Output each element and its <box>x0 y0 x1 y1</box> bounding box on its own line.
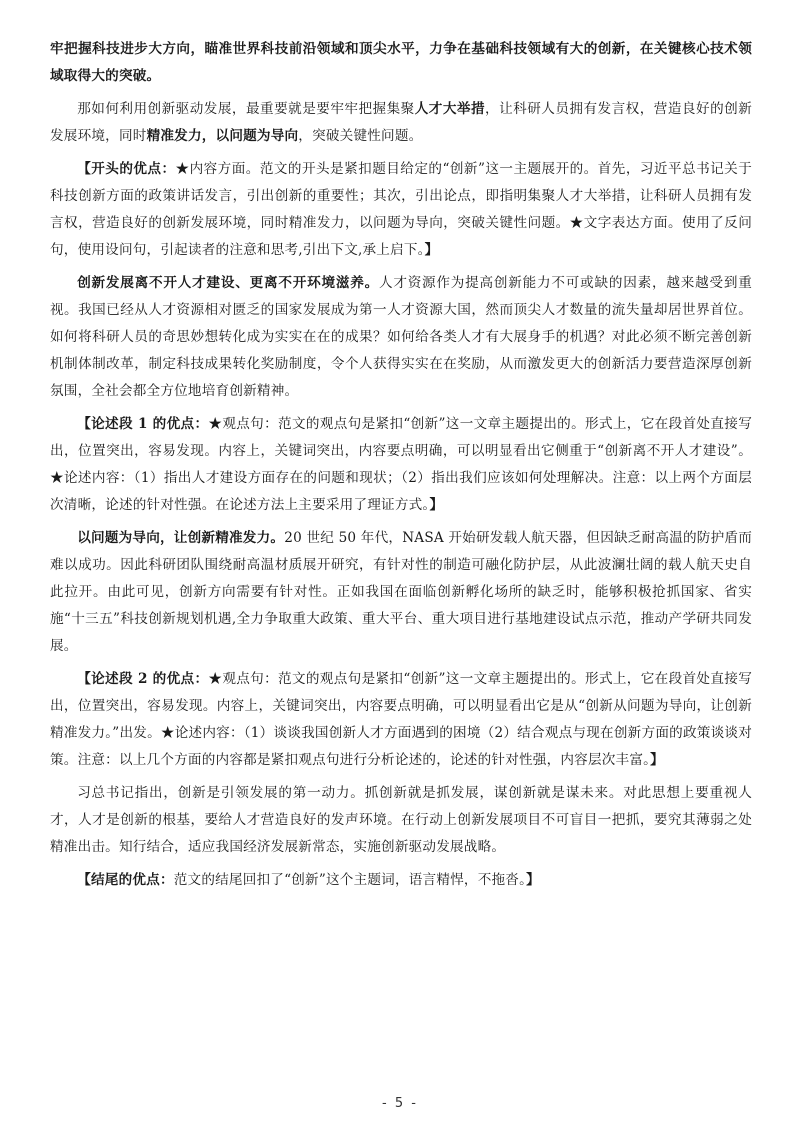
paragraph-argument-2-merits <box>50 666 752 774</box>
text-run-bold: 精准发力，以问题为导向 <box>146 128 299 144</box>
text-run-bold: 】 <box>424 242 439 258</box>
paragraph-argument-1-merits <box>50 411 752 519</box>
text-run-bold: 【开头的优点： <box>77 161 176 177</box>
text-run-bold: 】 <box>526 872 540 888</box>
text-run-bold: 【论述段 2 的优点： <box>77 671 209 687</box>
text-run: 范文的结尾回扣了“创新”这个主题词，语言精悍，不拖沓。 <box>173 872 527 888</box>
text-run: ★观点句：范文的观点句是紧扣“创新”这一文章主题提出的。形式上，它在段首处直接写出，位置突出，容易发现。内容上，关键词突出，内容要点明确，可以明显看出它是从“创新从问题为导向，让创新精准发力。”出发。★论述内容：（1）谈谈我国创新人才方面遇到的困境（2）结合观点与现在创新方面的政策谈谈对策。注意：以上几个方面的内容都是紧扣观点句进行分析论述的，论述的针对性强，内容层次丰富。 <box>50 671 752 768</box>
text-run: ，让科研人员拥有发言权，营造良好的创新发展环境，同时 <box>50 101 752 144</box>
text-run-bold: 以问题为导向，让创新精准发力。 <box>77 530 285 546</box>
text-run-bold: 】 <box>650 752 664 768</box>
text-run: 20 世纪 50 年代，NASA 开始研发载人航天器，但因缺乏耐高温的防护盾而难以成功。因此科研团队围绕耐高温材质展开研究，有针对性的制造可融化防护层，从此波澜壮阔的载人航天史自此拉开。由此可见，创新方向需要有针对性。正如我国在面临创新孵化场所的缺乏时，能够积极抢抓国家、省实施“十三五”科技创新规划机遇,全力争取重大政策、重大平台、重大项目进行基地建设试点示范，推动产学研共同发展。 <box>50 530 752 654</box>
text-run-bold: 】 <box>429 497 444 513</box>
paragraph-ending-merits <box>50 867 752 894</box>
text-run-bold: 人才大举措 <box>414 101 486 117</box>
text-run: ★观点句：范文的观点句是紧扣“创新”这一文章主题提出的。形式上，它在段首处直接写出，位置突出，容易发现。内容上，关键词突出，内容要点明确，可以明显看出它侧重于“创新离不开人才建设”。★论述内容：（1）指出人才建设方面存在的问题和现状；（2）指出我们应该如何处理解决。注意：以上两个方面层次清晰，论述的针对性强。在论述方法上主要采用了理证方式。 <box>50 416 752 513</box>
text-run: ，突破关键性问题。 <box>298 128 423 144</box>
paragraph-intro-continuation <box>50 36 752 90</box>
paragraph-argument-1 <box>50 270 752 405</box>
paragraph-argument-2 <box>50 525 752 660</box>
paragraph-innovation-method <box>50 96 752 150</box>
text-run: 那如何利用创新驱动发展，最重要就是要牢牢把握集聚 <box>77 101 415 117</box>
paragraph-conclusion <box>50 780 752 861</box>
text-run: 牢把握科技进步大方向，瞄准世界科技前沿领域和顶尖水平，力争在基础科技领域有大的创新，在关键核心技术领域取得大的突破。 <box>50 41 752 84</box>
document-page <box>50 36 752 900</box>
text-run-bold: 【论述段 1 的优点： <box>77 416 209 432</box>
text-run: ★内容方面。范文的开头是紧扣题目给定的“创新”这一主题展开的。首先，习近平总书记关于科技创新方面的政策讲话发言，引出创新的重要性；其次，引出论点，即指明集聚人才大举措，让科研人员拥有发言权，营造良好的创新发展环境，同时精准发力，以问题为导向，突破关键性问题。★文字表达方面。使用了反问句，使用设问句，引起读者的注意和思考,引出下文,承上启下。 <box>50 161 753 258</box>
text-run-bold: 【结尾的优点： <box>77 872 174 888</box>
text-run: 习总书记指出，创新是引领发展的第一动力。抓创新就是抓发展，谋创新就是谋未来。对此思想上要重视人才，人才是创新的根基，要给人才营造良好的发声环境。在行动上创新发展项目不可盲目一把抓，要究其薄弱之处精准出击。知行结合，适应我国经济发展新常态，实施创新驱动发展战略。 <box>50 785 752 855</box>
paragraph-opening-merits <box>50 156 752 264</box>
text-run-bold: 创新发展离不开人才建设、更离不开环境滋养。 <box>77 275 379 291</box>
page-number: - 5 - <box>382 1096 418 1111</box>
text-run: 人才资源作为提高创新能力不可或缺的因素，越来越受到重视。我国已经从人才资源相对匮乏的国家发展成为第一人才资源大国，然而顶尖人才数量的流失量却居世界首位。如何将科研人员的奇思妙想转化成为实实在在的成果？如何给各类人才有大展身手的机遇？对此必须不断完善创新机制体制改革，制定科技成果转化奖励制度，令个人获得实实在在奖励，从而激发更大的创新活力要营造深厚创新氛围，全社会都全方位地培育创新精神。 <box>50 275 752 399</box>
